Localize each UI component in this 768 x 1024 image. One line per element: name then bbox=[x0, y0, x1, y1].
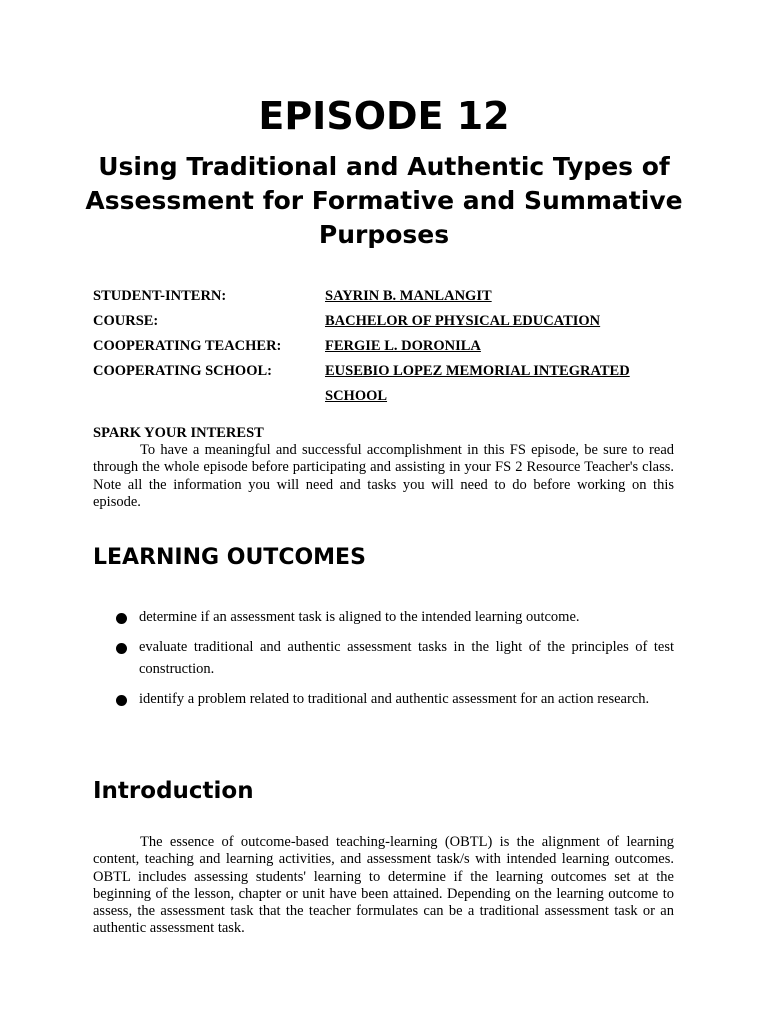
list-item bbox=[116, 636, 674, 681]
info-table bbox=[93, 284, 683, 409]
info-value bbox=[325, 359, 665, 409]
learning-outcomes-heading: LEARNING OUTCOMES bbox=[93, 545, 366, 570]
list-item-text: identify a problem related to traditional and authentic assessment for an action research. bbox=[139, 690, 650, 707]
list-item bbox=[116, 606, 674, 629]
introduction-paragraph: The essence of outcome-based teaching-learning (OBTL) is the alignment of learning content, teaching and learning activities, and assessment task/s with intended learning outcomes. OBTL includes assessing students' learning to determine if the learning outcomes set at the beginning of the lesson, chapter or unit have been attained. Depending on the learning outcome to assess, the assessment task that the teacher formulates can be a traditional assessment task or an authentic assessment task. bbox=[93, 834, 674, 937]
info-label: COOPERATING SCHOOL: bbox=[93, 363, 272, 379]
info-row-cooperating-teacher bbox=[93, 334, 683, 359]
episode-subtitle: Using Traditional and Authentic Types of Assessment for Formative and Summative Purposes bbox=[85, 152, 683, 249]
info-label: STUDENT-INTERN: bbox=[93, 288, 227, 304]
info-value: SAYRIN B. MANLANGIT bbox=[325, 288, 492, 304]
info-value-line2: SCHOOL bbox=[325, 388, 388, 404]
info-row-cooperating-school bbox=[93, 359, 683, 409]
introduction-heading: Introduction bbox=[93, 778, 254, 804]
spark-heading: SPARK YOUR INTEREST bbox=[93, 425, 264, 441]
info-label: COURSE: bbox=[93, 313, 159, 329]
info-label: COOPERATING TEACHER: bbox=[93, 338, 282, 354]
info-value: BACHELOR OF PHYSICAL EDUCATION bbox=[325, 313, 601, 329]
bullet-icon bbox=[116, 613, 127, 624]
info-row-course bbox=[93, 309, 683, 334]
list-item bbox=[116, 688, 674, 711]
info-value: FERGIE L. DORONILA bbox=[325, 338, 481, 354]
info-row-student-intern bbox=[93, 284, 683, 309]
bullet-icon bbox=[116, 643, 127, 654]
spark-paragraph: To have a meaningful and successful accomplishment in this FS episode, be sure to read through the whole episode before participating and assisting in your FS 2 Resource Teacher's class. Note all the information you will need and tasks you will need to do before working on this episode. bbox=[93, 442, 674, 510]
info-value-line1: EUSEBIO LOPEZ MEMORIAL INTEGRATED bbox=[325, 363, 630, 379]
episode-title: EPISODE 12 bbox=[258, 94, 510, 138]
list-item-text: evaluate traditional and authentic assessment tasks in the light of the principles of test construction. bbox=[139, 638, 674, 677]
learning-outcomes-list bbox=[116, 606, 674, 717]
bullet-icon bbox=[116, 695, 127, 706]
list-item-text: determine if an assessment task is aligned to the intended learning outcome. bbox=[139, 609, 580, 625]
